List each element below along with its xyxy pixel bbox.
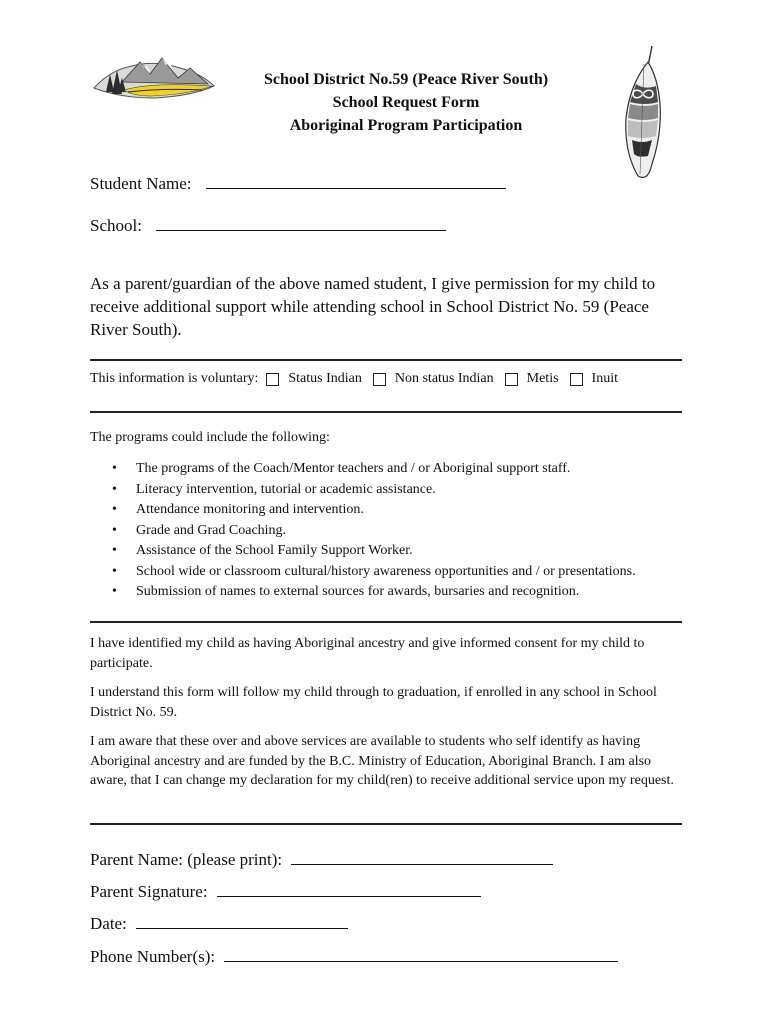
list-item: • Grade and Grad Coaching. [112, 522, 287, 538]
school-field [90, 216, 446, 236]
non-status-indian-checkbox[interactable] [373, 373, 386, 386]
parent-name-field [90, 850, 553, 870]
list-item: • School wide or classroom cultural/history awareness opportunities and / or presentations. [112, 563, 636, 579]
phone-field [90, 947, 618, 967]
graduation-statement: I understand this form will follow my child through to graduation, if enrolled in any school in School District No. 59. [90, 685, 657, 720]
voluntary-label: This information is voluntary: [90, 371, 259, 386]
parent-name-input-line[interactable] [291, 864, 553, 865]
student-name-field [90, 174, 506, 194]
consent-paragraph: As a parent/guardian of the above named student, I give permission for my child to receive additional support while attending school in School District No. 59 (Peace River South). [90, 274, 656, 339]
parent-signature-field [90, 882, 481, 902]
ancestry-statement: I have identified my child as having Aboriginal ancestry and give informed consent for my child to participate. [90, 636, 645, 671]
divider [90, 823, 682, 825]
metis-checkbox[interactable] [505, 373, 518, 386]
programs-title: The programs could include the following: [90, 430, 330, 445]
parent-name-label: Parent Name: (please print): [90, 850, 283, 869]
inuit-checkbox[interactable] [570, 373, 583, 386]
date-field [90, 914, 348, 934]
district-title: School District No.59 (Peace River South) [263, 71, 549, 88]
divider [90, 359, 682, 361]
parent-signature-input-line[interactable] [217, 896, 481, 897]
status-indian-label: Status Indian [288, 371, 362, 386]
student-name-label: Student Name: [90, 174, 192, 193]
feather-infinity-logo [618, 44, 668, 184]
form-subtitle: Aboriginal Program Participation [289, 117, 523, 134]
inuit-label: Inuit [591, 371, 618, 386]
list-item: • Literacy intervention, tutorial or academic assistance. [112, 481, 436, 497]
non-status-indian-label: Non status Indian [394, 371, 494, 386]
list-item: • Assistance of the School Family Support Worker. [112, 543, 413, 558]
date-input-line[interactable] [136, 928, 348, 929]
divider [90, 621, 682, 623]
list-item: • Attendance monitoring and intervention. [112, 502, 364, 517]
divider [90, 411, 682, 413]
phone-input-line[interactable] [224, 961, 618, 962]
metis-label: Metis [526, 371, 559, 386]
school-input-line[interactable] [156, 229, 446, 231]
form-header [200, 68, 612, 137]
voluntary-row [90, 371, 690, 387]
list-item: • Submission of names to external sources for awards, bursaries and recognition. [112, 584, 580, 599]
funding-statement: I am aware that these over and above services are available to students who self identify as having Aboriginal ancestry and are funded by the B.C. Ministry of Education, Aboriginal Branch. I am also aware, that I can change my declaration for my child(ren) to receive additional service upon my request. [90, 734, 674, 788]
status-indian-checkbox[interactable] [266, 373, 279, 386]
student-name-input-line[interactable] [206, 187, 506, 189]
phone-label: Phone Number(s): [90, 947, 216, 966]
school-label: School: [90, 216, 142, 235]
list-item: • The programs of the Coach/Mentor teachers and / or Aboriginal support staff. [112, 461, 571, 476]
date-label: Date: [90, 914, 127, 933]
district-logo [92, 52, 216, 104]
programs-list [108, 459, 688, 603]
form-title: School Request Form [332, 94, 480, 111]
parent-signature-label: Parent Signature: [90, 882, 208, 901]
